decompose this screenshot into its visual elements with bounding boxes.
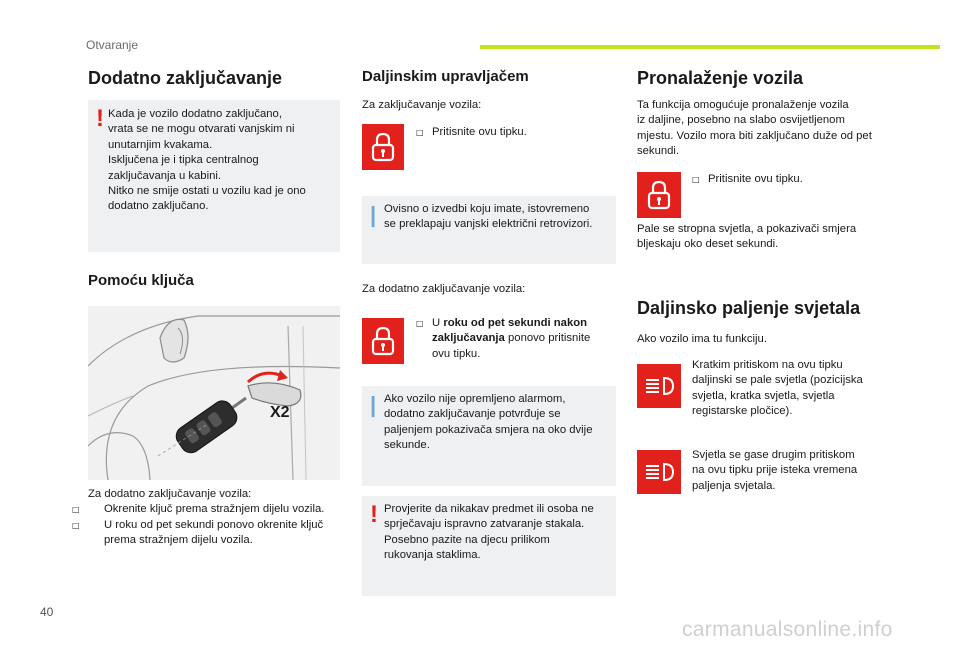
instruction-bold: roku od pet sekundi nakon bbox=[443, 317, 588, 329]
col3-title: Pronalaženje vozila bbox=[637, 68, 804, 88]
warning-box-2 bbox=[362, 496, 616, 596]
col3-title2: Daljinsko paljenje svjetala bbox=[637, 298, 861, 318]
headlight-icon bbox=[644, 375, 674, 397]
padlock-icon bbox=[371, 132, 395, 162]
intro-line: mjestu. Vozilo mora biti zaključano duže od pet bbox=[637, 129, 872, 142]
col2-instruction1 bbox=[416, 125, 527, 140]
intro-line: iz daljine, posebno na slabo osvijetljenom bbox=[637, 114, 845, 127]
info-line: Ovisno o izvedbi koju imate, istovremeno bbox=[384, 203, 590, 215]
col1-instructions bbox=[72, 487, 350, 549]
padlock-icon bbox=[371, 326, 395, 356]
watermark: carmanualsonline.info bbox=[682, 618, 893, 641]
col1-title: Dodatno zaključavanje bbox=[88, 68, 283, 88]
col3-light-off bbox=[692, 448, 892, 494]
square-bullet-icon: □ bbox=[72, 505, 80, 515]
light-off-line: paljenja svjetala. bbox=[692, 479, 776, 492]
result-line: bljeskaju oko deset sekundi. bbox=[637, 238, 779, 251]
info-box-1 bbox=[362, 196, 616, 264]
col3-light-on bbox=[692, 358, 892, 420]
exclamation-icon: ! bbox=[96, 105, 104, 132]
info-line: se preklapaju vanjski električni retrovizori. bbox=[384, 218, 593, 231]
key-in-door-illustration bbox=[88, 306, 340, 480]
square-bullet-icon: □ bbox=[416, 319, 424, 328]
bullet-text: U roku od pet sekundi ponovo okrenite ključ bbox=[104, 518, 324, 531]
instruction-prefix: U bbox=[432, 317, 441, 329]
col3-instruction bbox=[692, 172, 803, 187]
result-line: Pale se stropna svjetla, a pokazivači smjera bbox=[637, 223, 857, 235]
warning-line: sprječavaju ispravno zatvaranje stakala. bbox=[384, 518, 585, 531]
warning-line: vrata se ne mogu otvarati vanjskim ni bbox=[108, 123, 295, 136]
col3-intro bbox=[637, 98, 897, 160]
warning-line: Kada je vozilo dodatno zaključano, bbox=[108, 108, 282, 120]
lock-button-icon-3 bbox=[637, 172, 681, 218]
light-off-line: na ovu tipku prije isteka vremena bbox=[692, 464, 858, 477]
info-bar-icon: | bbox=[370, 392, 377, 417]
square-bullet-icon: □ bbox=[72, 520, 80, 530]
col3-intro2: Ako vozilo ima tu funkciju. bbox=[637, 333, 767, 345]
light-on-line: svjetla, kratka svjetla, svjetla bbox=[692, 389, 835, 402]
info-line: dodatno zaključavanje potvrđuje se bbox=[384, 408, 561, 421]
warning-box-1 bbox=[88, 100, 340, 252]
instruction-text: Pritisnite ovu tipku. bbox=[708, 173, 803, 185]
col1-intro: Za dodatno zaključavanje vozila: bbox=[88, 488, 252, 500]
lock-button-icon-1 bbox=[362, 124, 404, 170]
section-label: Otvaranje bbox=[86, 38, 139, 52]
padlock-icon bbox=[647, 180, 671, 210]
warning-line: zaključavanja u kabini. bbox=[108, 169, 222, 182]
info-box-2 bbox=[362, 386, 616, 486]
info-bar-icon: | bbox=[370, 202, 377, 227]
warning-line: Isključena je i tipka centralnog bbox=[108, 154, 259, 167]
lights-button-icon-2 bbox=[637, 450, 681, 494]
col2-intro1: Za zaključavanje vozila: bbox=[362, 99, 482, 111]
info-line: paljenjem pokazivača smjera na oko dvije bbox=[384, 423, 593, 436]
light-on-line: Kratkim pritiskom na ovu tipku bbox=[692, 359, 843, 371]
instruction-text: ponovo pritisnite bbox=[508, 332, 591, 345]
col2-title: Daljinskim upravljačem bbox=[362, 68, 529, 85]
square-bullet-icon: □ bbox=[416, 128, 424, 137]
warning-line: Nitko ne smije ostati u vozilu kad je ono bbox=[108, 185, 306, 198]
intro-line: sekundi. bbox=[637, 145, 680, 158]
headlight-icon bbox=[644, 461, 674, 483]
warning-line: Provjerite da nikakav predmet ili osoba ne bbox=[384, 503, 594, 515]
light-on-line: registarske pločice). bbox=[692, 405, 793, 418]
section-accent-bar bbox=[480, 45, 940, 49]
col2-intro2: Za dodatno zaključavanje vozila: bbox=[362, 283, 526, 295]
col3-result bbox=[637, 222, 897, 253]
info-line: Ako vozilo nije opremljeno alarmom, bbox=[384, 393, 566, 405]
square-bullet-icon: □ bbox=[692, 175, 700, 184]
light-on-line: daljinski se pale svjetla (pozicijska bbox=[692, 374, 863, 387]
col1-subtitle: Pomoću ključa bbox=[88, 272, 194, 289]
lights-button-icon-1 bbox=[637, 364, 681, 408]
exclamation-icon: ! bbox=[370, 501, 378, 528]
light-off-line: Svjetla se gase drugim pritiskom bbox=[692, 449, 855, 461]
info-line: sekunde. bbox=[384, 439, 430, 452]
warning-line: unutarnjim kvakama. bbox=[108, 138, 213, 151]
intro-line: Ta funkcija omogućuje pronalaženje vozila bbox=[637, 99, 849, 111]
bullet-text: Okrenite ključ prema stražnjem dijelu vozila. bbox=[104, 503, 325, 516]
instruction-text: Pritisnite ovu tipku. bbox=[432, 126, 527, 138]
warning-line: rukovanja staklima. bbox=[384, 549, 481, 562]
page-number: 40 bbox=[40, 605, 54, 619]
col2-instruction2 bbox=[416, 316, 616, 362]
lock-button-icon-2 bbox=[362, 318, 404, 364]
turn-count-label: X2 bbox=[270, 404, 290, 421]
bullet-text-cont: prema stražnjem dijelu vozila. bbox=[104, 534, 253, 547]
instruction-text: ovu tipku. bbox=[432, 347, 481, 360]
warning-line: dodatno zaključano. bbox=[108, 200, 209, 213]
instruction-bold: zaključavanja bbox=[432, 332, 505, 345]
warning-line: Posebno pazite na djecu prilikom bbox=[384, 533, 550, 546]
